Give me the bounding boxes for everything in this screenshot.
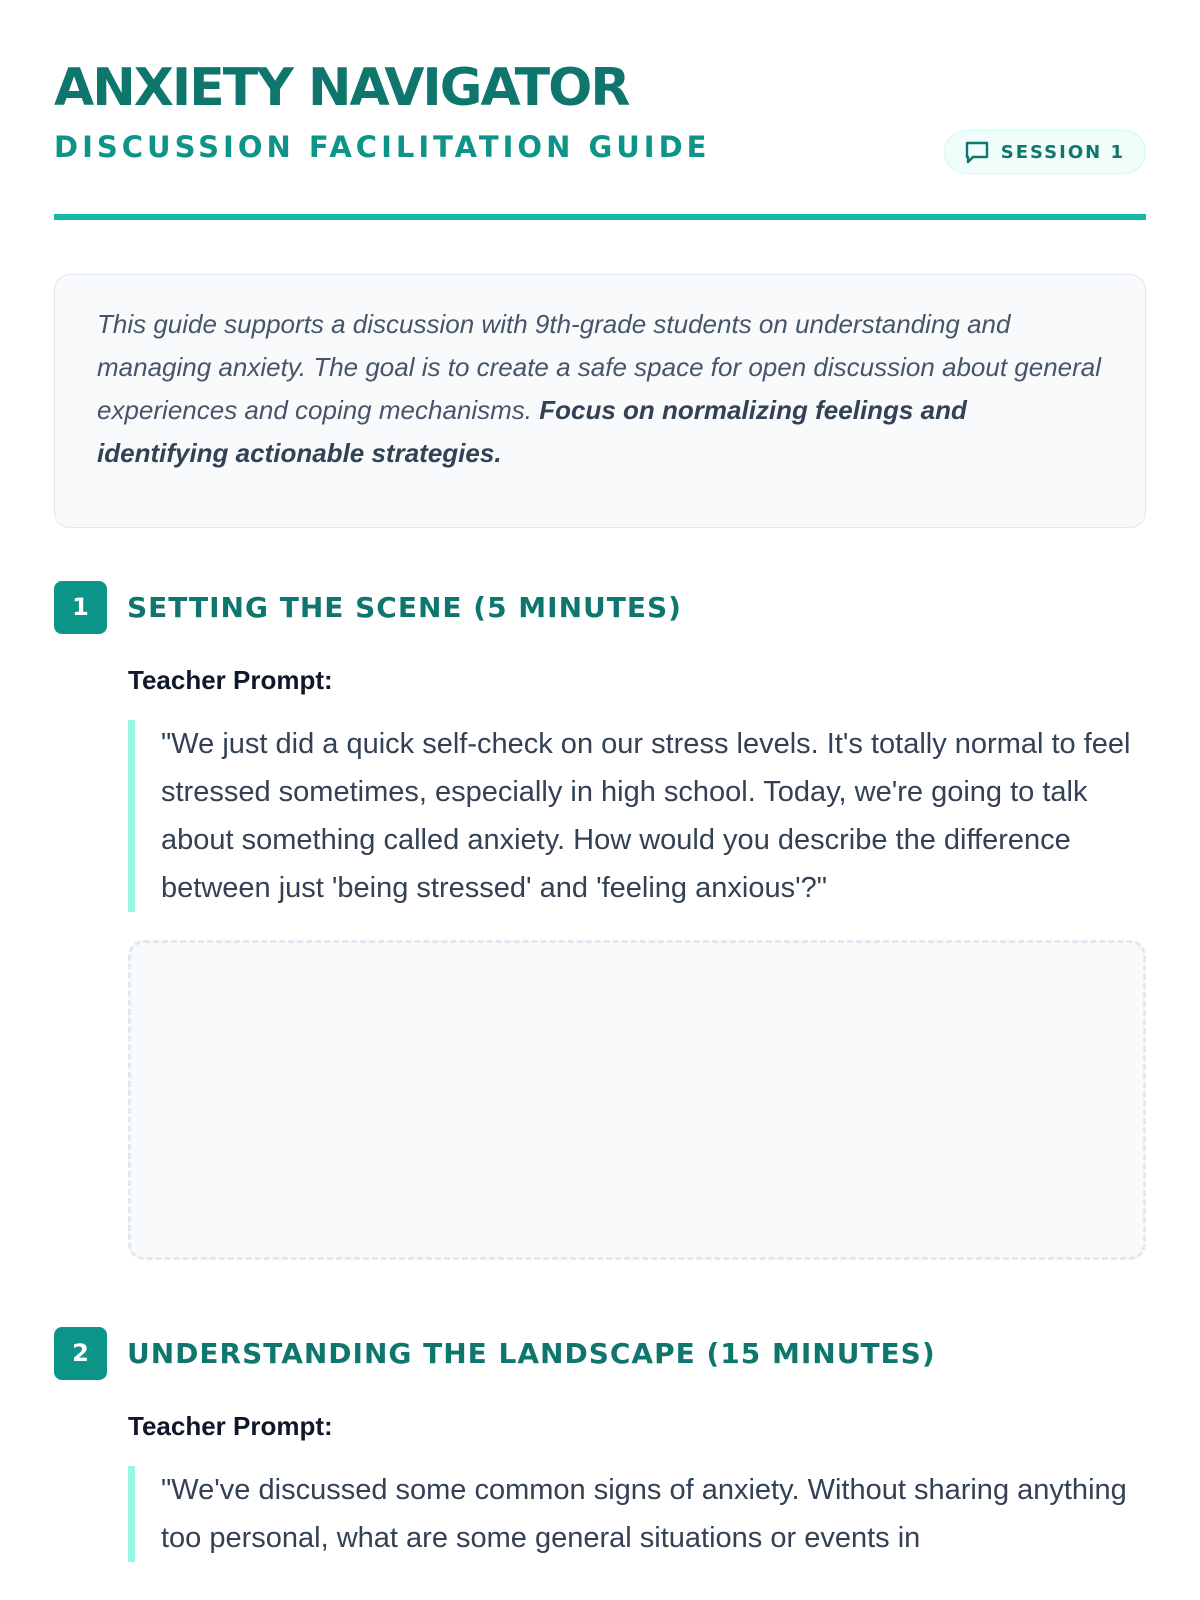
- page-subtitle: DISCUSSION FACILITATION GUIDE: [54, 130, 711, 164]
- session-label: SESSION 1: [1000, 141, 1125, 163]
- notes-area[interactable]: [128, 940, 1146, 1260]
- intro-text: This guide supports a discussion with 9th-grade students on understanding and managing anxiety. The goal is to create a safe space for open discussion about general experiences and coping mechanisms.: [97, 309, 1102, 425]
- section-body: [128, 1408, 1146, 1562]
- page-header: [54, 0, 1146, 220]
- intro-emphasis: Focus on normalizing feelings and identifying actionable strategies.: [97, 395, 967, 468]
- teacher-prompt-quote: "We've discussed some common signs of anxiety. Without sharing anything too personal, what are some general situations or events in: [128, 1466, 1146, 1562]
- section-title: SETTING THE SCENE (5 MINUTES): [127, 590, 682, 624]
- section-body: [128, 662, 1146, 1260]
- step-number-badge: 1: [54, 581, 107, 634]
- step-number-badge: 2: [54, 1327, 107, 1380]
- section-setting-the-scene: [54, 580, 1146, 1260]
- teacher-prompt-label: Teacher Prompt:: [128, 665, 333, 695]
- section-understanding-the-landscape: [54, 1326, 1146, 1562]
- intro-box: [54, 274, 1146, 528]
- section-header: [54, 580, 1146, 634]
- section-title: UNDERSTANDING THE LANDSCAPE (15 MINUTES): [127, 1336, 936, 1370]
- page-title: ANXIETY NAVIGATOR: [54, 58, 629, 118]
- section-header: [54, 1326, 1146, 1380]
- session-badge: [944, 130, 1146, 174]
- chat-bubble-icon: [963, 138, 991, 166]
- teacher-prompt-label: Teacher Prompt:: [128, 1411, 333, 1441]
- teacher-prompt-quote: "We just did a quick self-check on our stress levels. It's totally normal to feel stressed sometimes, especially in high school. Today, we're going to talk about something called anxiety. How would you describe the difference between just 'being stressed' and 'feeling anxious'?": [128, 720, 1146, 912]
